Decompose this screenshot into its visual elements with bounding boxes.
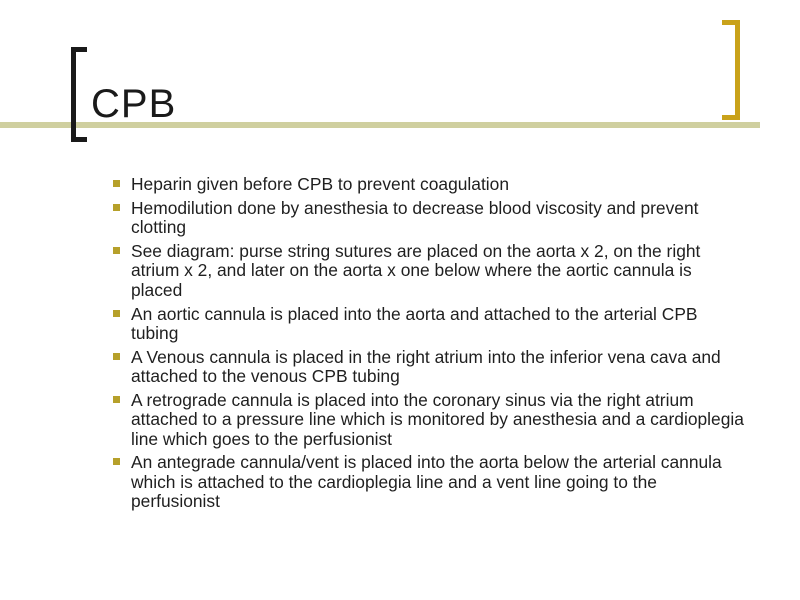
left-bracket-decoration — [71, 47, 87, 142]
bullet-text: See diagram: purse string sutures are placed on the aorta x 2, on the right atrium x 2, and later on the aorta x one below where the aortic cannula is placed — [131, 241, 701, 300]
bullet-list — [116, 175, 746, 516]
bullet-item — [116, 391, 746, 449]
bullet-text: An aortic cannula is placed into the aorta and attached to the arterial CPB tubing — [131, 303, 698, 343]
square-bullet-icon — [113, 310, 120, 317]
bullet-text: A retrograde cannula is placed into the coronary sinus via the right atrium attached to a pressure line which is monitored by anesthesia and a cardioplegia line which goes to the perfusionist — [131, 389, 744, 449]
bullet-item — [116, 305, 746, 344]
square-bullet-icon — [113, 247, 120, 254]
right-bracket-decoration — [722, 20, 740, 120]
bullet-item — [116, 175, 746, 194]
square-bullet-icon — [113, 396, 120, 403]
square-bullet-icon — [113, 180, 120, 187]
bullet-item — [116, 453, 746, 511]
square-bullet-icon — [113, 204, 120, 211]
slide-title: CPB — [91, 82, 177, 126]
bullet-item — [116, 242, 746, 300]
bullet-text: Heparin given before CPB to prevent coagulation — [131, 174, 510, 194]
bullet-item — [116, 199, 746, 238]
square-bullet-icon — [113, 458, 120, 465]
bullet-text: An antegrade cannula/vent is placed into the aorta below the arterial cannula which is attached to the cardioplegia line and a vent line going to the perfusionist — [131, 452, 722, 512]
bullet-text: Hemodilution done by anesthesia to decrease blood viscosity and prevent clotting — [131, 197, 699, 238]
bullet-item — [116, 348, 746, 387]
square-bullet-icon — [113, 353, 120, 360]
bullet-text: A Venous cannula is placed in the right atrium into the inferior vena cava and attached to the venous CPB tubing — [131, 346, 721, 387]
